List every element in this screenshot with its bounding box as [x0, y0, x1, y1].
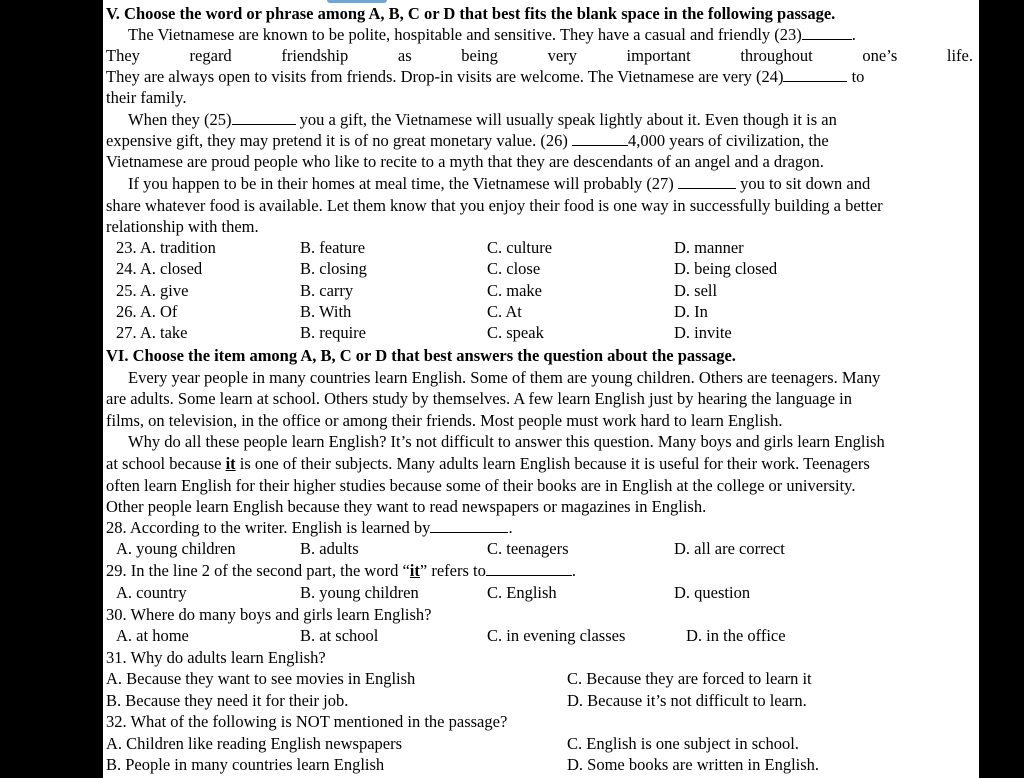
option-d[interactable]: D. Some books are written in English.: [567, 755, 820, 774]
option-d[interactable]: D. sell: [674, 281, 718, 300]
option-a[interactable]: 25. A. give: [116, 281, 189, 300]
option-b[interactable]: B. People in many countries learn English: [106, 755, 385, 774]
option-a[interactable]: 23. A. tradition: [116, 238, 216, 257]
referent-it: it: [225, 454, 236, 473]
option-d[interactable]: D. being closed: [674, 259, 778, 278]
option-a[interactable]: A. Children like reading English newspapers: [106, 734, 403, 753]
option-c[interactable]: C. close: [487, 259, 541, 278]
option-a[interactable]: 26. A. Of: [116, 302, 178, 321]
option-a[interactable]: A. country: [116, 583, 187, 602]
option-b[interactable]: B. With: [300, 302, 352, 321]
passage-1-line: They regard friendship as being very important throughout one’s life.: [106, 46, 973, 65]
option-a[interactable]: A. Because they want to see movies in English: [106, 669, 416, 688]
option-c[interactable]: C. teenagers: [487, 539, 569, 558]
reading-passage-line: films, on television, in the office or among their friends. Most people must work hard to learn English.: [106, 411, 783, 430]
reading-passage-line: Other people learn English because they want to read newspapers or magazines in English.: [106, 497, 707, 516]
option-a[interactable]: A. at home: [116, 626, 189, 645]
option-c[interactable]: C. At: [487, 302, 522, 321]
option-a[interactable]: A. young children: [116, 539, 236, 558]
question-32: 32. What of the following is NOT mentioned in the passage?: [106, 712, 508, 731]
passage-2-line: When they (25) you a gift, the Vietnamese will usually speak lightly about it. Even though it is an: [128, 110, 837, 129]
passage-3-line: relationship with them.: [106, 217, 259, 236]
question-31: 31. Why do adults learn English?: [106, 648, 326, 667]
option-b[interactable]: B. closing: [300, 259, 367, 278]
option-a[interactable]: 24. A. closed: [116, 259, 203, 278]
option-c[interactable]: C. Because they are forced to learn it: [567, 669, 812, 688]
option-c[interactable]: C. English: [487, 583, 557, 602]
option-b[interactable]: B. require: [300, 323, 366, 342]
option-d[interactable]: D. manner: [674, 238, 744, 257]
reading-passage-line: Why do all these people learn English? It’s not difficult to answer this question. Many boys and girls learn English: [128, 432, 885, 451]
option-d[interactable]: D. invite: [674, 323, 732, 342]
option-b[interactable]: B. young children: [300, 583, 419, 602]
question-30: 30. Where do many boys and girls learn English?: [106, 605, 432, 624]
option-c[interactable]: C. in evening classes: [487, 626, 626, 645]
passage-2-line: expensive gift, they may pretend it is of no great monetary value. (26) 4,000 years of civilization, the: [106, 131, 829, 150]
reading-passage-line: often learn English for their higher studies because some of their books are in English at the college or university.: [106, 476, 856, 495]
option-c[interactable]: C. speak: [487, 323, 544, 342]
passage-3-line: If you happen to be in their homes at meal time, the Vietnamese will probably (27) you to sit down and: [128, 174, 871, 193]
reading-passage-line: Every year people in many countries learn English. Some of them are young children. Others are teenagers. Many: [128, 368, 881, 387]
reading-passage-line: are adults. Some learn at school. Others study by themselves. A few learn English just by hearing the language in: [106, 389, 852, 408]
option-c[interactable]: C. culture: [487, 238, 553, 257]
corner-decoration: [327, 0, 387, 3]
passage-1-line: They are always open to visits from friends. Drop-in visits are welcome. The Vietnamese are very (24) to: [106, 67, 865, 86]
reading-passage-line: at school because it is one of their subjects. Many adults learn English because it is useful for their work. Teenagers: [106, 454, 870, 473]
option-d[interactable]: D. all are correct: [674, 539, 785, 558]
question-28: 28. According to the writer. English is learned by .: [106, 518, 513, 537]
question-29: 29. In the line 2 of the second part, the word “it” refers to .: [106, 561, 576, 580]
option-a[interactable]: 27. A. take: [116, 323, 188, 342]
option-d[interactable]: D. Because it’s not difficult to learn.: [567, 691, 807, 710]
option-d[interactable]: D. question: [674, 583, 751, 602]
option-d[interactable]: D. in the office: [686, 626, 786, 645]
option-b[interactable]: B. adults: [300, 539, 359, 558]
option-b[interactable]: B. feature: [300, 238, 366, 257]
option-d[interactable]: D. In: [674, 302, 708, 321]
passage-1-line: their family.: [106, 88, 187, 107]
option-b[interactable]: B. at school: [300, 626, 379, 645]
option-c[interactable]: C. English is one subject in school.: [567, 734, 799, 753]
passage-1-line: The Vietnamese are known to be polite, hospitable and sensitive. They have a casual and friendly (23) .: [128, 25, 856, 44]
passage-2-line: Vietnamese are proud people who like to recite to a myth that they are descendants of an angel and a dragon.: [106, 152, 824, 171]
section-5-heading: V. Choose the word or phrase among A, B, C or D that best fits the blank space in the following passage.: [106, 4, 836, 23]
section-6-heading: VI. Choose the item among A, B, C or D that best answers the question about the passage.: [106, 346, 736, 365]
passage-3-line: share whatever food is available. Let them know that you enjoy their food is one way in successfully building a better: [106, 196, 883, 215]
option-b[interactable]: B. carry: [300, 281, 354, 300]
worksheet-page: [103, 0, 979, 778]
option-b[interactable]: B. Because they need it for their job.: [106, 691, 349, 710]
option-c[interactable]: C. make: [487, 281, 542, 300]
